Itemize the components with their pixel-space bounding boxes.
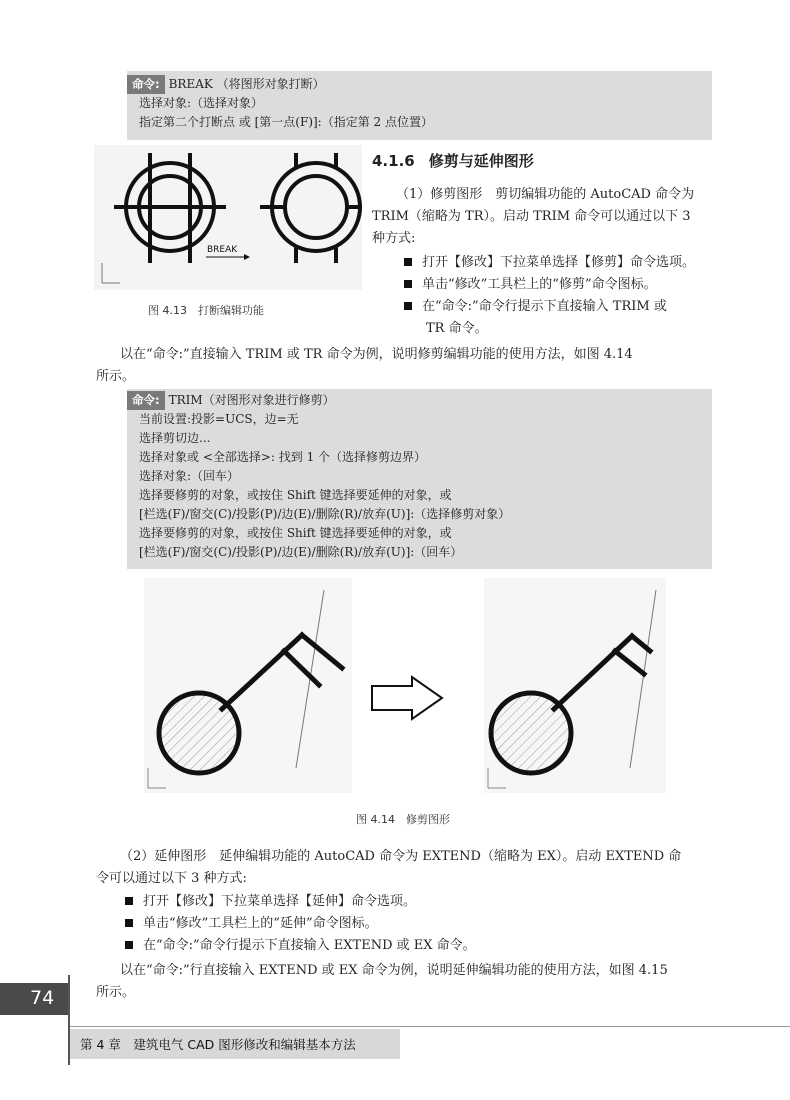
command-line: 选择对象或 <全部选择>: 找到 1 个（选择修剪边界） [139,450,427,464]
trim-bullet: 单击“修改”工具栏上的“修剪”命令图标。 [404,274,657,296]
footer-rule [70,1026,790,1027]
command-box-break [127,71,712,140]
command-label: 命令: [127,391,165,410]
extend-paragraph: 以在“命令:”行直接输入 EXTEND 或 EX 命令为例，说明延伸编辑功能的使用方法，如图 4.15 所示。 [96,963,668,1000]
command-line: [栏选(F)/窗交(C)/投影(P)/边(E)/删除(R)/放弃(U)]:（选择修剪对象） [139,507,511,521]
command-line: 命令: TRIM（对图形对象进行修剪） [127,391,712,410]
command-line: 选择对象:（选择对象） [139,96,264,110]
bullet-square-icon [125,897,133,905]
running-footer [70,1029,400,1059]
command-label: 命令: [127,75,165,94]
figure-4-14 [144,578,666,793]
command-line: 选择要修剪的对象，或按住 Shift 键选择要延伸的对象，或 [139,526,452,540]
bullet-square-icon [404,302,412,310]
command-line: 选择剪切边... [139,431,211,445]
trim-diagram [144,578,666,793]
section-title: 4.1.6 修剪与延伸图形 [372,152,534,170]
extend-bullet: 打开【修改】下拉菜单选择【延伸】命令选项。 [125,891,416,913]
page-number: 74 [30,987,55,1009]
extend-intro: （2）延伸图形 延伸编辑功能的 AutoCAD 命令为 EXTEND（缩略为 EX）。启动 EXTEND 命 令可以通过以下 3 种方式: [96,849,682,886]
command-line: 选择对象:（回车） [139,469,240,483]
command-line: 选择要修剪的对象，或按住 Shift 键选择要延伸的对象，或 [139,488,452,502]
command-line: 指定第二个打断点 或 [第一点(F)]:（指定第 2 点位置） [139,115,433,129]
trim-paragraph: 以在“命令:”直接输入 TRIM 或 TR 命令为例，说明修剪编辑功能的使用方法，如图 4.14 所示。 [96,347,633,384]
bullet-square-icon [404,258,412,266]
command-line: 当前设置:投影=UCS，边=无 [139,412,299,426]
command-box-trim [127,389,712,569]
bullet-square-icon [404,280,412,288]
figure-4-13 [94,145,362,290]
figure-4-14-caption: 图 4.14 修剪图形 [356,813,450,826]
break-label: BREAK [207,245,238,255]
trim-bullet: 打开【修改】下拉菜单选择【修剪】命令选项。 [404,252,695,274]
command-line: 命令: BREAK （将图形对象打断） [127,75,712,94]
extend-bullet: 单击“修改”工具栏上的“延伸”命令图标。 [125,913,378,935]
break-diagram [94,145,362,290]
trim-bullet-continuation: TR 命令。 [426,321,488,336]
trim-bullet: 在“命令:”命令行提示下直接输入 TRIM 或 [404,296,667,318]
extend-bullet: 在“命令:”命令行提示下直接输入 EXTEND 或 EX 命令。 [125,935,476,957]
figure-4-13-caption: 图 4.13 打断编辑功能 [148,304,264,317]
trim-intro: （1）修剪图形 剪切编辑功能的 AutoCAD 命令为 TRIM（缩略为 TR）。启动 TRIM 命令可以通过以下 3 种方式: [372,187,695,246]
chapter-title: 第 4 章 建筑电气 CAD 图形修改和编辑基本方法 [80,1037,356,1052]
bullet-square-icon [125,919,133,927]
arrow-right-icon [372,677,442,719]
command-line: [栏选(F)/窗交(C)/投影(P)/边(E)/删除(R)/放弃(U)]:（回车） [139,545,463,559]
bullet-square-icon [125,941,133,949]
